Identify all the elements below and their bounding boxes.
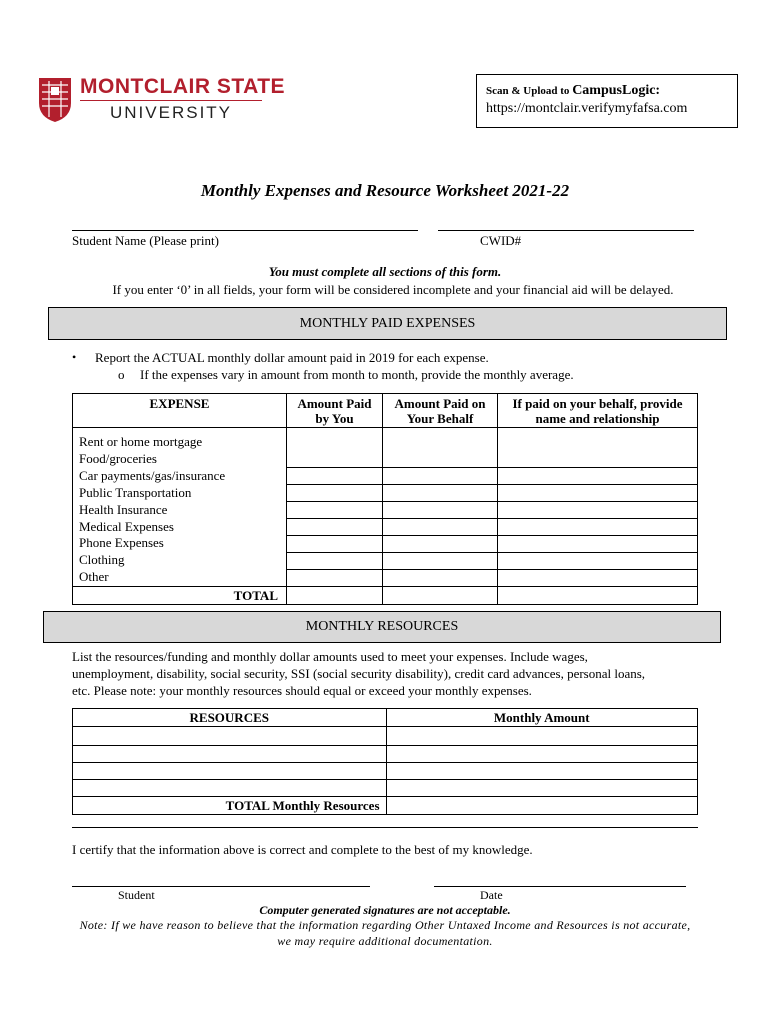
expenses-total-row [73,587,698,605]
resources-total-cell[interactable] [386,797,697,815]
resources-intro-line3: etc. Please note: your monthly resources should equal or exceed your monthly expenses. [72,683,532,698]
incomplete-warning: If you enter ‘0’ in all fields, your form will be considered incomplete and your financial aid will be delayed. [112,282,674,297]
note-line2: we may require additional documentation. [277,934,493,948]
resources-section-header: MONTHLY RESOURCES [43,611,721,643]
col-relationship-line2: name and relationship [535,411,660,426]
col-resources: RESOURCES [73,709,387,727]
resource-amount-cell[interactable] [386,763,697,780]
resource-row [73,746,698,763]
col-relationship-line1: If paid on your behalf, provide [512,396,683,411]
paid-on-behalf-column[interactable] [383,428,498,587]
paid-by-you-grid [287,428,382,581]
expense-medical: Medical Expenses [79,518,174,534]
col-paid-on-behalf-line2: Your Behalf [406,411,474,426]
expense-clothing: Clothing [79,552,125,568]
resources-table [72,708,698,815]
bullet-icon: • [72,350,77,364]
sub-bullet-icon: o [118,367,125,382]
resources-intro [72,648,712,699]
shield-crest-icon [38,77,72,123]
expense-other: Other [79,569,109,585]
student-signature-label: Student [118,888,155,902]
col-paid-on-behalf-line1: Amount Paid on [394,396,486,411]
student-name-line[interactable] [72,230,418,231]
paid-on-behalf-grid [383,428,497,581]
resource-name-cell[interactable] [73,746,387,763]
expenses-table [72,393,698,605]
logo-name-line1: MONTCLAIR STATE [80,75,286,98]
resource-row [73,727,698,746]
resource-name-cell[interactable] [73,727,387,746]
resource-row [73,780,698,797]
resource-amount-cell[interactable] [386,727,697,746]
note-line1: Note: If we have reason to believe that the information regarding Other Untaxed Income and Resources is not accurate, [79,918,691,932]
date-line[interactable] [434,886,686,887]
col-paid-on-behalf [383,394,498,428]
resource-row [73,763,698,780]
university-logo [38,75,286,125]
resources-intro-line1: List the resources/funding and monthly dollar amounts used to meet your expenses. Include wages, [72,649,588,664]
expenses-section-header: MONTHLY PAID EXPENSES [48,307,727,340]
resource-amount-cell[interactable] [386,780,697,797]
resource-name-cell[interactable] [73,780,387,797]
resources-intro-line2: unemployment, disability, social security, SSI (social security disability), credit card advances, personal loans, [72,666,646,681]
expense-car: Car payments/gas/insurance [79,467,226,483]
upload-instruction [486,83,660,99]
upload-url[interactable]: https://montclair.verifymyfafsa.com [486,101,688,116]
resource-amount-cell[interactable] [386,746,697,763]
col-paid-by-you-line1: Amount Paid [297,396,372,411]
upload-brand: CampusLogic: [572,83,661,98]
cwid-label: CWID# [480,233,522,248]
student-signature-line[interactable] [72,886,370,887]
col-paid-by-you [287,394,383,428]
expense-food: Food/groceries [79,450,157,466]
total-paid-on-behalf-cell[interactable] [383,587,498,605]
certification-text: I certify that the information above is correct and complete to the best of my knowledge. [72,842,533,857]
date-label: Date [480,888,503,902]
relationship-grid [498,428,697,581]
instruction-bullet-1: Report the ACTUAL monthly dollar amount paid in 2019 for each expense. [95,350,489,365]
expense-phone: Phone Expenses [79,535,164,551]
section-divider [72,827,698,828]
student-name-label: Student Name (Please print) [72,233,219,248]
resources-total-row [73,797,698,815]
col-paid-by-you-line2: by You [315,411,354,426]
signature-warning: Computer generated signatures are not acceptable. [259,903,511,917]
page-title: Monthly Expenses and Resource Worksheet 2021-22 [200,181,570,200]
relationship-column[interactable] [498,428,698,587]
total-paid-by-you-cell[interactable] [287,587,383,605]
logo-name-line2: UNIVERSITY [110,103,233,122]
required-notice: You must complete all sections of this form. [268,264,502,279]
cwid-line[interactable] [438,230,694,231]
upload-prefix: Scan & Upload to [486,85,573,97]
expenses-table-header [73,394,698,428]
col-relationship [498,394,698,428]
paid-by-you-column[interactable] [287,428,383,587]
expense-health-insurance: Health Insurance [79,501,168,517]
col-monthly-amount: Monthly Amount [386,709,697,727]
expense-rent: Rent or home mortgage [79,434,203,449]
col-expense: EXPENSE [73,394,287,428]
expenses-table-body [73,428,698,587]
resources-table-header [73,709,698,727]
resources-total-label: TOTAL Monthly Resources [73,797,387,815]
resource-name-cell[interactable] [73,763,387,780]
logo-divider [80,100,262,101]
instruction-bullet-2: If the expenses vary in amount from month to month, provide the monthly average. [140,367,574,382]
expense-labels [73,428,287,587]
upload-info-box [476,74,738,128]
total-relationship-cell[interactable] [498,587,698,605]
expenses-total-label: TOTAL [73,587,287,605]
expense-public-transportation: Public Transportation [79,484,192,500]
